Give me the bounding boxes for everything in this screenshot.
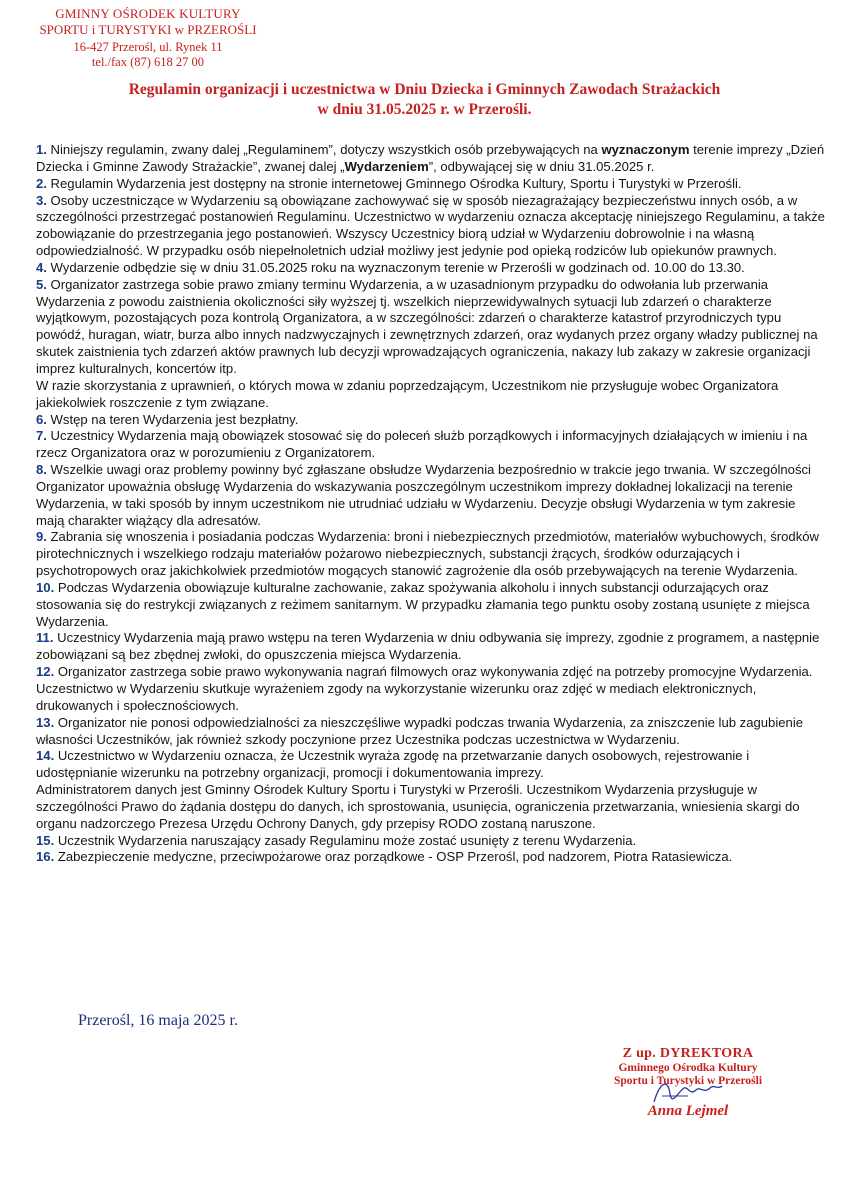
paragraph-number: 4. [36,259,47,275]
paragraph-15 [36,833,826,850]
paragraph-text: Organizator nie ponosi odpowiedzialności za nieszczęśliwe wypadki podczas trwania Wydarzenia, za zniszczenie lub zagubienie własności Uczestników, jak również szkody poczynione przez Uczestnika podczas uczestnictwa w Wydarzeniu. [36,714,804,747]
paragraph-text: Organizator zastrzega sobie prawo zmiany terminu Wydarzenia, a w uzasadnionym przypadku do odwołania lub przerwania Wydarzenia z powodu zaistnienia okoliczności siły wyższej tj. wszelkich nieprzewidywalnych sytuacji lub zdarzeń o charakterze wyjątkowym, pozostających poza kontrolą Organizatora, a w szczególności: zdarzeń o charakterze katastrof przyrodniczych typu powódź, huragan, wiatr, burza albo innych nadzwyczajnych i zewnętrznych zdarzeń, oraz wydanych przez organy władzy publicznej na skutek zaistnienia tych zdarzeń aktów prawnych lub decyzji wprowadzających ograniczenia, nakazy lub zakazy w zakresie organizacji imprez kulturalnych, koncertów itp. [36,276,818,376]
paragraph-12 [36,664,826,715]
paragraph-number: 10. [36,579,55,595]
stamp-line-3: Sportu i Turystyki w Przerośli [613,1075,763,1087]
paragraph-5-continuation: W razie skorzystania z uprawnień, o których mowa w zdaniu poprzedzającym, Uczestnikom nie przysługuje wobec Organizatora jakiekolwiek roszczenie z tym związane. [36,377,779,410]
paragraph-number: 3. [36,192,47,208]
stamp-line-1: Z up. DYREKTORA [622,1046,754,1061]
paragraph-text: Uczestnicy Wydarzenia mają obowiązek stosować się do poleceń służb porządkowych i informacyjnych działających w imieniu i na rzecz Organizatora oraz w porozumieniu z Organizatorem. [36,428,808,461]
paragraph-text: ”, odbywającej się w dniu 31.05.2025 r. [428,158,655,174]
paragraph-text: Niniejszy regulamin, zwany dalej „Regulaminem”, dotyczy wszystkich osób przebywających na [46,142,602,157]
paragraph-text: Wszelkie uwagi oraz problemy powinny być zgłaszane obsłudze Wydarzenia bezpośrednio w trakcie jego trwania. W szczególności Organizator upoważnia obsługę Wydarzenia do wskazywania poszczególnym uczestnikom imprezy dokładnej lokalizacji na terenie Wydarzenia, w taki sposób by innym uczestnikom nie utrudniać udziału w Wydarzeniu. Decyzje obsługi Wydarzenia w tym zakresie mają charakter wiążący dla adresatów. [36,462,811,528]
paragraph-text: Uczestnik Wydarzenia naruszający zasady Regulaminu może zostać usunięty z terenu Wydarzenia. [54,832,637,848]
paragraph-number: 15. [36,832,55,848]
place-and-date: Przerośl, 16 maja 2025 r. [78,1012,238,1029]
paragraph-11 [36,630,826,664]
paragraph-text: Uczestnictwo w Wydarzeniu oznacza, że Uczestnik wyraża zgodę na przetwarzanie danych osobowych, rejestrowanie i udostępnianie wizerunku na potrzebny organizacji, promocji i dokumentowania imprezy. [36,748,750,781]
paragraph-13 [36,715,826,749]
paragraph-text: Podczas Wydarzenia obowiązuje kulturalne zachowanie, zakaz spożywania alkoholu i innych substancji odurzających oraz stosowania się do restrykcji związanych z reżimem sanitarnym. W przypadku złamania tego punktu osoby zostaną usunięte z miejsca Wydarzenia. [36,579,810,629]
paragraph-1 [36,142,826,176]
paragraph-5 [36,277,826,378]
paragraph-text: Organizator zastrzega sobie prawo wykonywania nagrań filmowych oraz wykonywania zdjęć na potrzeby promocyjne Wydarzenia. Uczestnictwo w Wydarzeniu skutkuje wyrażeniem zgody na wykorzystanie wizerunku oraz zdjęć w mediach elektronicznych, drukowanych i społecznościowych. [36,664,813,713]
paragraph-number: 8. [36,462,47,478]
handwritten-signature-icon [648,1072,728,1112]
paragraph-text: Osoby uczestniczące w Wydarzeniu są obowiązane zachowywać się w sposób niezagrażający bezpieczeństwu innych osób, a w szczególności przestrzegać postanowień Regulaminu. Uczestnictwo w wydarzeniu oznacza akceptację niniejszego Regulaminu, a także zobowiązanie do przestrzegania jego postanowień. Wszyscy Uczestnicy biorą udział w Wydarzeniu dobrowolnie i na własną odpowiedzialność. W przypadku osób niepełnoletnich udział możliwy jest jedynie pod opieką rodziców lub opiekunów prawnych. [36,192,825,259]
paragraph-16 [36,849,826,866]
paragraph-text: Zabezpieczenie medyczne, przeciwpożarowe oraz porządkowe - OSP Przerośl, pod nadzorem, Piotra Ratasiewicza. [54,849,733,865]
paragraph-text: Zabrania się wnoszenia i posiadania podczas Wydarzenia: broni i niebezpiecznych przedmiotów, materiałów wybuchowych, środków pirotechnicznych i wszelkiego rodzaju materiałów pożarowo niebezpiecznych, substancji żrących, środków odurzających i psychotropowych oraz jakichkolwiek przedmiotów mogących stanowić zagrożenie dla osób przebywających na terenie Wydarzenia. [36,529,819,579]
letterhead [28,6,268,70]
paragraph-number: 11. [36,630,54,646]
paragraph-text: terenie imprezy „Dzień Dziecka i Gminne Zawody Strażackie”, zwanej dalej „ [36,142,825,174]
letterhead-phone: tel./fax (87) 618 27 00 [91,55,205,69]
paragraph-6 [36,412,826,429]
paragraph-3 [36,193,826,260]
paragraph-bold-text: Wydarzeniem [344,158,429,174]
paragraph-14-continuation: Administratorem danych jest Gminny Ośrodek Kultury Sportu i Turystyki w Przerośli. Uczestnikom Wydarzenia przysługuje w szczególności Prawo do żądania dostępu do danych, ich sprostowania, usunięcia, ograniczenia przetwarzania, wniesienia skargi do organu nadzorczego Prezesa Urzędu Ochrony Danych, gdy przepisy RODO zostaną naruszone. [36,782,800,831]
paragraph-number: 1. [36,142,47,157]
stamp-name: Anna Lejmel [647,1103,729,1119]
paragraph-text: Regulamin Wydarzenia jest dostępny na stronie internetowej Gminnego Ośrodka Kultury, Sportu i Turystyki w Przerośli. [46,175,742,191]
paragraph-4 [36,260,826,277]
title-line-2: w dniu 31.05.2025 r. w Przerośli. [317,101,532,118]
document-title [60,80,789,120]
paragraph-number: 7. [36,428,47,444]
paragraph-14 [36,748,826,782]
letterhead-address: 16-427 Przerośl, ul. Rynek 11 [73,40,223,54]
letterhead-line-1: GMINNY OŚRODEK KULTURY [55,6,241,21]
paragraph-number: 14. [36,748,55,764]
paragraph-number: 2. [36,175,47,191]
paragraph-8 [36,462,826,529]
paragraph-number: 9. [36,529,47,545]
paragraph-text: Uczestnicy Wydarzenia mają prawo wstępu na teren Wydarzenia w dniu odbywania się imprezy, zgodnie z programem, a następnie zobowiązani są bez zbędnej zwłoki, do opuszczenia miejsca Wydarzenia. [36,630,820,663]
paragraph-9 [36,529,826,580]
paragraph-bold-text: wyznaczonym [601,142,690,157]
letterhead-line-2: SPORTU i TURYSTYKI w PRZEROŚLI [39,22,257,37]
stamp-line-2: Gminnego Ośrodka Kultury [618,1062,758,1074]
paragraph-number: 16. [36,849,55,865]
paragraph-number: 13. [36,714,55,730]
title-line-1: Regulamin organizacji i uczestnictwa w Dniu Dziecka i Gminnych Zawodach Strażackich [128,81,721,98]
paragraph-number: 5. [36,276,47,292]
paragraph-10 [36,580,826,631]
paragraph-number: 12. [36,664,55,680]
paragraph-number: 6. [36,411,47,427]
paragraph-text: Wydarzenie odbędzie się w dniu 31.05.2025 roku na wyznaczonym terenie w Przerośli w godzinach od. 10.00 do 13.30. [46,259,745,275]
paragraph-7 [36,428,826,462]
regulations-body [36,142,826,866]
paragraph-text: Wstęp na teren Wydarzenia jest bezpłatny. [46,411,299,427]
paragraph-2 [36,176,826,193]
